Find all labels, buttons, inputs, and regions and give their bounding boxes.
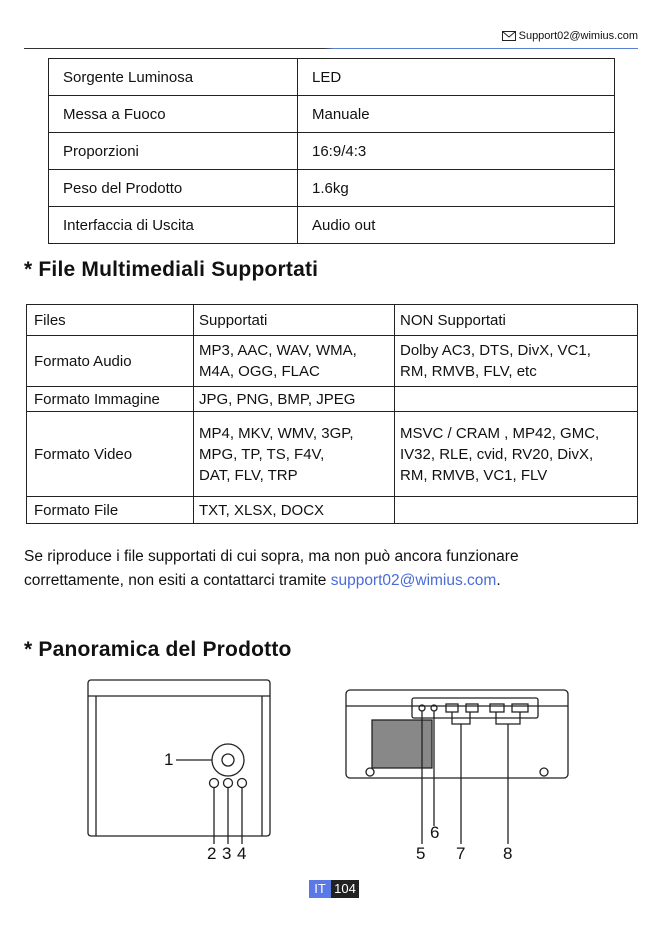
supported-line: JPG, PNG, BMP, JPEG — [199, 390, 356, 408]
callout-label: 5 — [416, 844, 426, 863]
row-supported — [194, 336, 395, 387]
row-unsupported — [395, 336, 638, 387]
unsupported-line: RM, RMVB, VC1, FLV — [400, 466, 548, 484]
projector-top-view — [88, 680, 270, 844]
media-table — [26, 304, 638, 524]
supported-line: TXT, XLSX, DOCX — [199, 501, 325, 519]
header-email — [502, 30, 638, 42]
row-supported — [194, 412, 395, 497]
row-type: Formato File — [27, 497, 194, 524]
header-supported: Supportati — [194, 305, 395, 336]
table-header-row — [27, 305, 638, 336]
spec-label: Proporzioni — [49, 133, 298, 170]
note-text: correttamente, non esiti a contattarci tramite — [24, 572, 331, 589]
supported-line: M4A, OGG, FLAC — [199, 363, 320, 380]
table-row — [49, 133, 615, 170]
language-tag: IT — [309, 880, 331, 898]
note-period: . — [496, 572, 501, 589]
table-row — [27, 387, 638, 412]
supported-line: MPG, TP, TS, F4V, — [199, 445, 325, 463]
support-note — [24, 545, 644, 593]
supported-line: MP3, AAC, WAV, WMA, — [199, 342, 357, 359]
unsupported-line: IV32, RLE, cvid, RV20, DivX, — [400, 445, 594, 463]
spec-value: LED — [298, 59, 615, 96]
row-type: Formato Immagine — [27, 387, 194, 412]
spec-value: Audio out — [298, 207, 615, 244]
table-row — [49, 170, 615, 207]
spec-value: 16:9/4:3 — [298, 133, 615, 170]
spec-label: Interfaccia di Uscita — [49, 207, 298, 244]
support-email-link[interactable]: support02@wimius.com — [330, 572, 497, 589]
header-unsupported: NON Supportati — [395, 305, 638, 336]
note-line-2 — [24, 569, 644, 593]
spec-label: Peso del Prodotto — [49, 170, 298, 207]
projector-rear-view — [346, 690, 568, 844]
callout-label: 6 — [430, 823, 440, 842]
header-email-text: Support02@wimius.com — [518, 30, 638, 42]
table-row — [49, 207, 615, 244]
callout-label: 8 — [503, 844, 513, 863]
callout-label: 1 — [164, 750, 174, 769]
header-files: Files — [27, 305, 194, 336]
row-type: Formato Audio — [27, 336, 194, 387]
spec-value: 1.6kg — [298, 170, 615, 207]
table-row — [27, 336, 638, 387]
note-line-1: Se riproduce i file supportati di cui sopra, ma non può ancora funzionare — [24, 548, 519, 565]
row-unsupported — [395, 412, 638, 497]
media-section-title: * File Multimediali Supportati — [24, 258, 319, 281]
table-row — [49, 59, 615, 96]
spec-value: Manuale — [298, 96, 615, 133]
table-row — [27, 412, 638, 497]
spec-table — [48, 58, 615, 244]
page-number: 104 — [331, 880, 359, 898]
row-unsupported — [395, 387, 638, 412]
unsupported-line: Dolby AC3, DTS, DivX, VC1, — [400, 342, 591, 359]
table-row — [27, 497, 638, 524]
supported-line: MP4, MKV, WMV, 3GP, — [199, 424, 354, 442]
callout-label: 4 — [237, 844, 247, 863]
product-diagram — [0, 676, 662, 866]
header-rule — [24, 48, 638, 49]
callout-label: 3 — [222, 844, 232, 863]
unsupported-line: RM, RMVB, FLV, etc — [400, 363, 537, 380]
unsupported-line: MSVC / CRAM , MP42, GMC, — [400, 424, 600, 442]
envelope-icon — [502, 31, 516, 41]
row-supported — [194, 497, 395, 524]
spec-label: Messa a Fuoco — [49, 96, 298, 133]
row-supported — [194, 387, 395, 412]
row-unsupported — [395, 497, 638, 524]
product-illustration — [0, 676, 662, 866]
row-type: Formato Video — [27, 412, 194, 497]
callout-label: 2 — [207, 844, 217, 863]
supported-line: DAT, FLV, TRP — [199, 466, 298, 484]
table-row — [49, 96, 615, 133]
callout-label: 7 — [456, 844, 466, 863]
spec-label: Sorgente Luminosa — [49, 59, 298, 96]
page-number-badge — [309, 880, 359, 898]
overview-section-title: * Panoramica del Prodotto — [24, 638, 292, 661]
